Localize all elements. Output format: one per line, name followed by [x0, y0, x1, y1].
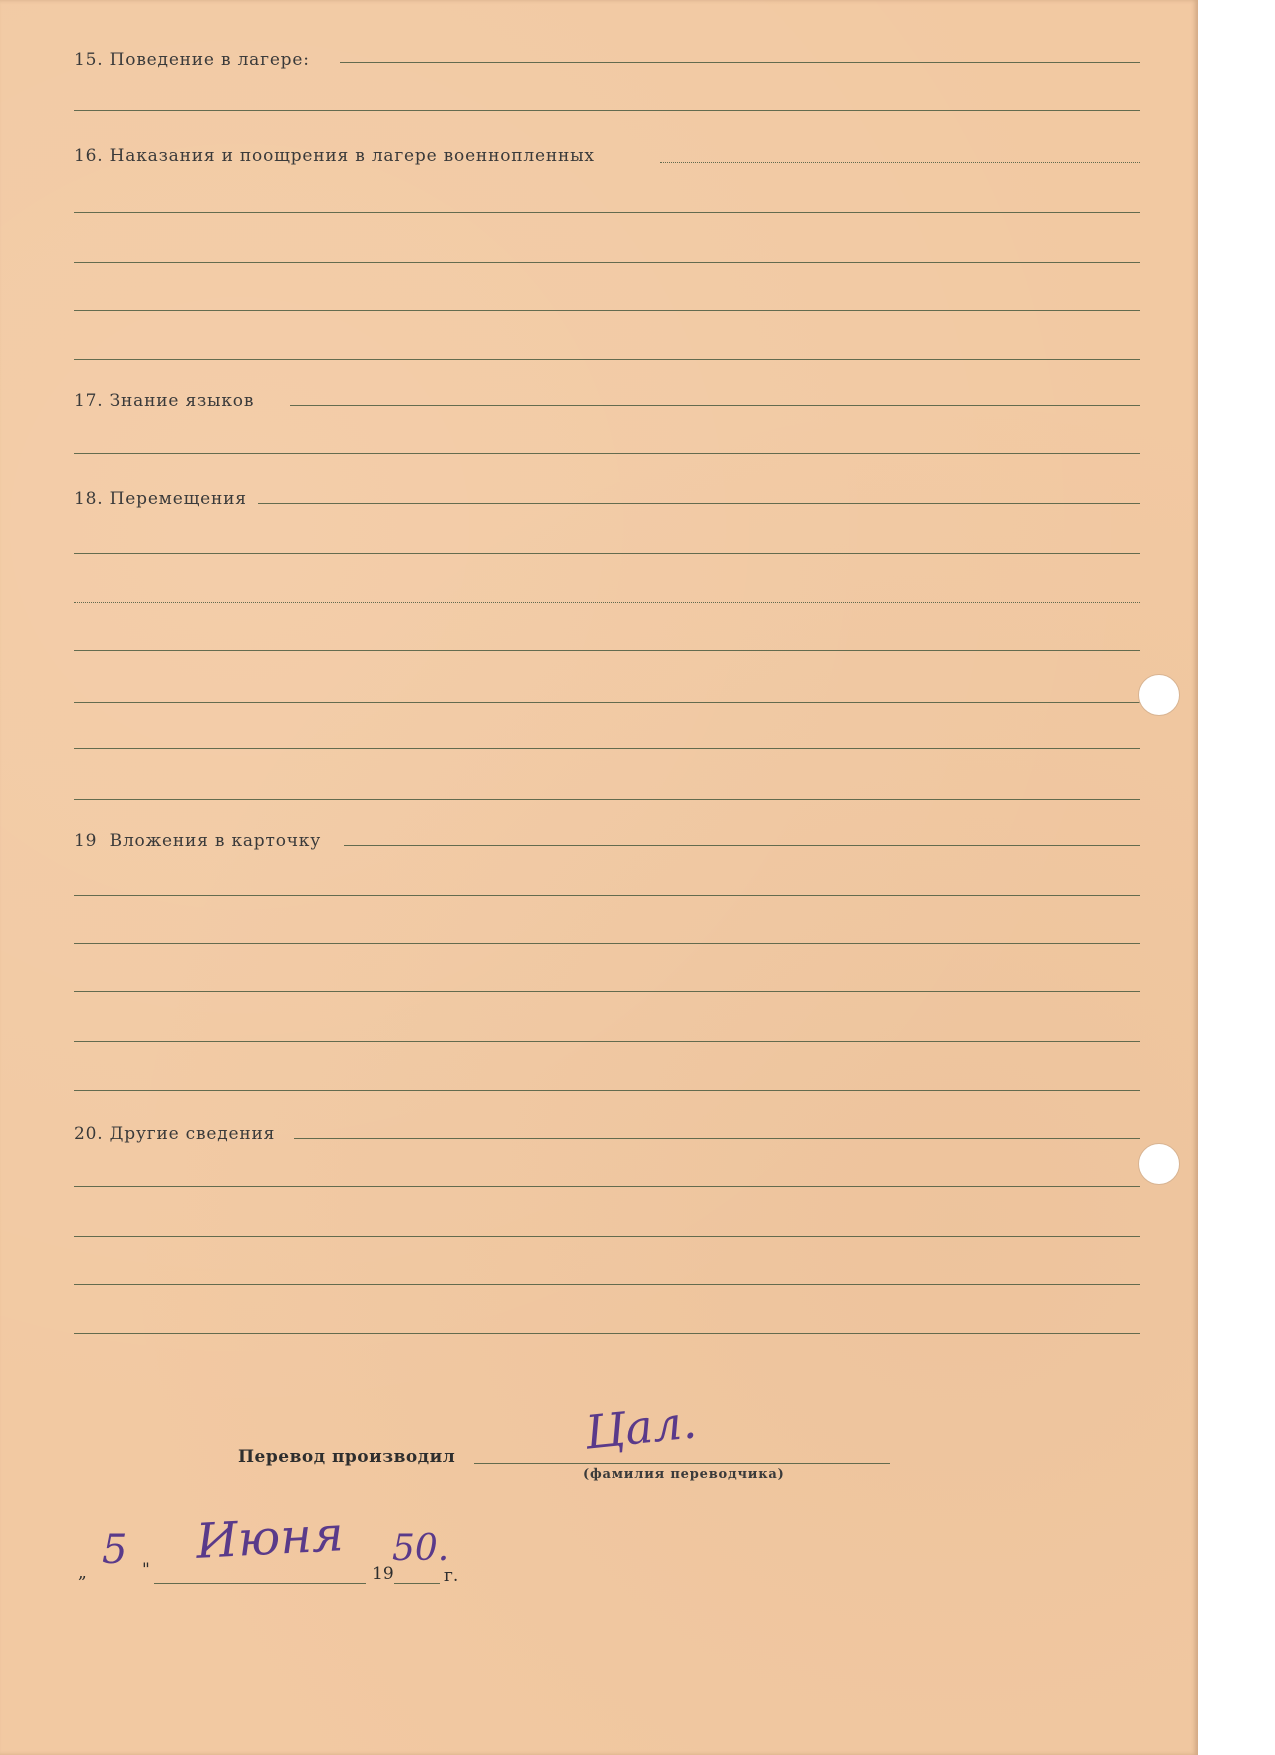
- date-open-quote: „: [78, 1563, 87, 1583]
- field-18-line-4: [74, 650, 1140, 651]
- field-16-line: [660, 162, 1140, 163]
- date-century: 19: [372, 1564, 394, 1584]
- punch-hole: [1138, 1143, 1180, 1185]
- field-20-line: [294, 1138, 1140, 1139]
- date-suffix: г.: [444, 1566, 459, 1586]
- field-15-line-2: [74, 110, 1140, 111]
- date-year: 50.: [392, 1528, 450, 1569]
- field-18-line-2: [74, 553, 1140, 554]
- field-17-line-2: [74, 453, 1140, 454]
- field-16-line-2: [74, 212, 1140, 213]
- field-20-label: 20. Другие сведения: [74, 1124, 276, 1144]
- field-17-label: 17. Знание языков: [74, 391, 255, 411]
- punch-hole: [1138, 674, 1180, 716]
- field-19-line-4: [74, 991, 1140, 992]
- field-16-line-4: [74, 310, 1140, 311]
- field-18-line-6: [74, 748, 1140, 749]
- field-20-line-3: [74, 1236, 1140, 1237]
- date-month: Июня: [194, 1506, 345, 1570]
- translator-signature-line: [474, 1463, 890, 1464]
- field-19-line-5: [74, 1041, 1140, 1042]
- field-16-line-3: [74, 262, 1140, 263]
- field-16-line-5: [74, 359, 1140, 360]
- field-19-line-2: [74, 895, 1140, 896]
- date-year-line: [394, 1583, 440, 1584]
- field-20-line-4: [74, 1284, 1140, 1285]
- field-19-line-3: [74, 943, 1140, 944]
- field-15-line: [340, 62, 1140, 63]
- field-20-line-2: [74, 1186, 1140, 1187]
- field-19-line: [344, 845, 1140, 846]
- field-18-line: [258, 503, 1140, 504]
- field-19-label: 19 Вложения в карточку: [74, 831, 321, 851]
- date-close-quote: ": [142, 1560, 150, 1580]
- field-18-line-7: [74, 799, 1140, 800]
- field-18-label: 18. Перемещения: [74, 489, 247, 509]
- translator-caption: (фамилия переводчика): [583, 1467, 785, 1482]
- field-15-label: 15. Поведение в лагере:: [74, 50, 310, 70]
- field-20-line-5: [74, 1333, 1140, 1334]
- translator-signature: Цал.: [582, 1394, 699, 1460]
- date-day: 5: [102, 1527, 128, 1573]
- field-17-line: [290, 405, 1140, 406]
- field-18-line-3: [74, 602, 1140, 603]
- field-19-line-6: [74, 1090, 1140, 1091]
- field-16-label: 16. Наказания и поощрения в лагере военнопленных: [74, 146, 595, 166]
- translator-label: Перевод производил: [238, 1447, 456, 1467]
- date-month-line: [154, 1583, 366, 1584]
- field-18-line-5: [74, 702, 1140, 703]
